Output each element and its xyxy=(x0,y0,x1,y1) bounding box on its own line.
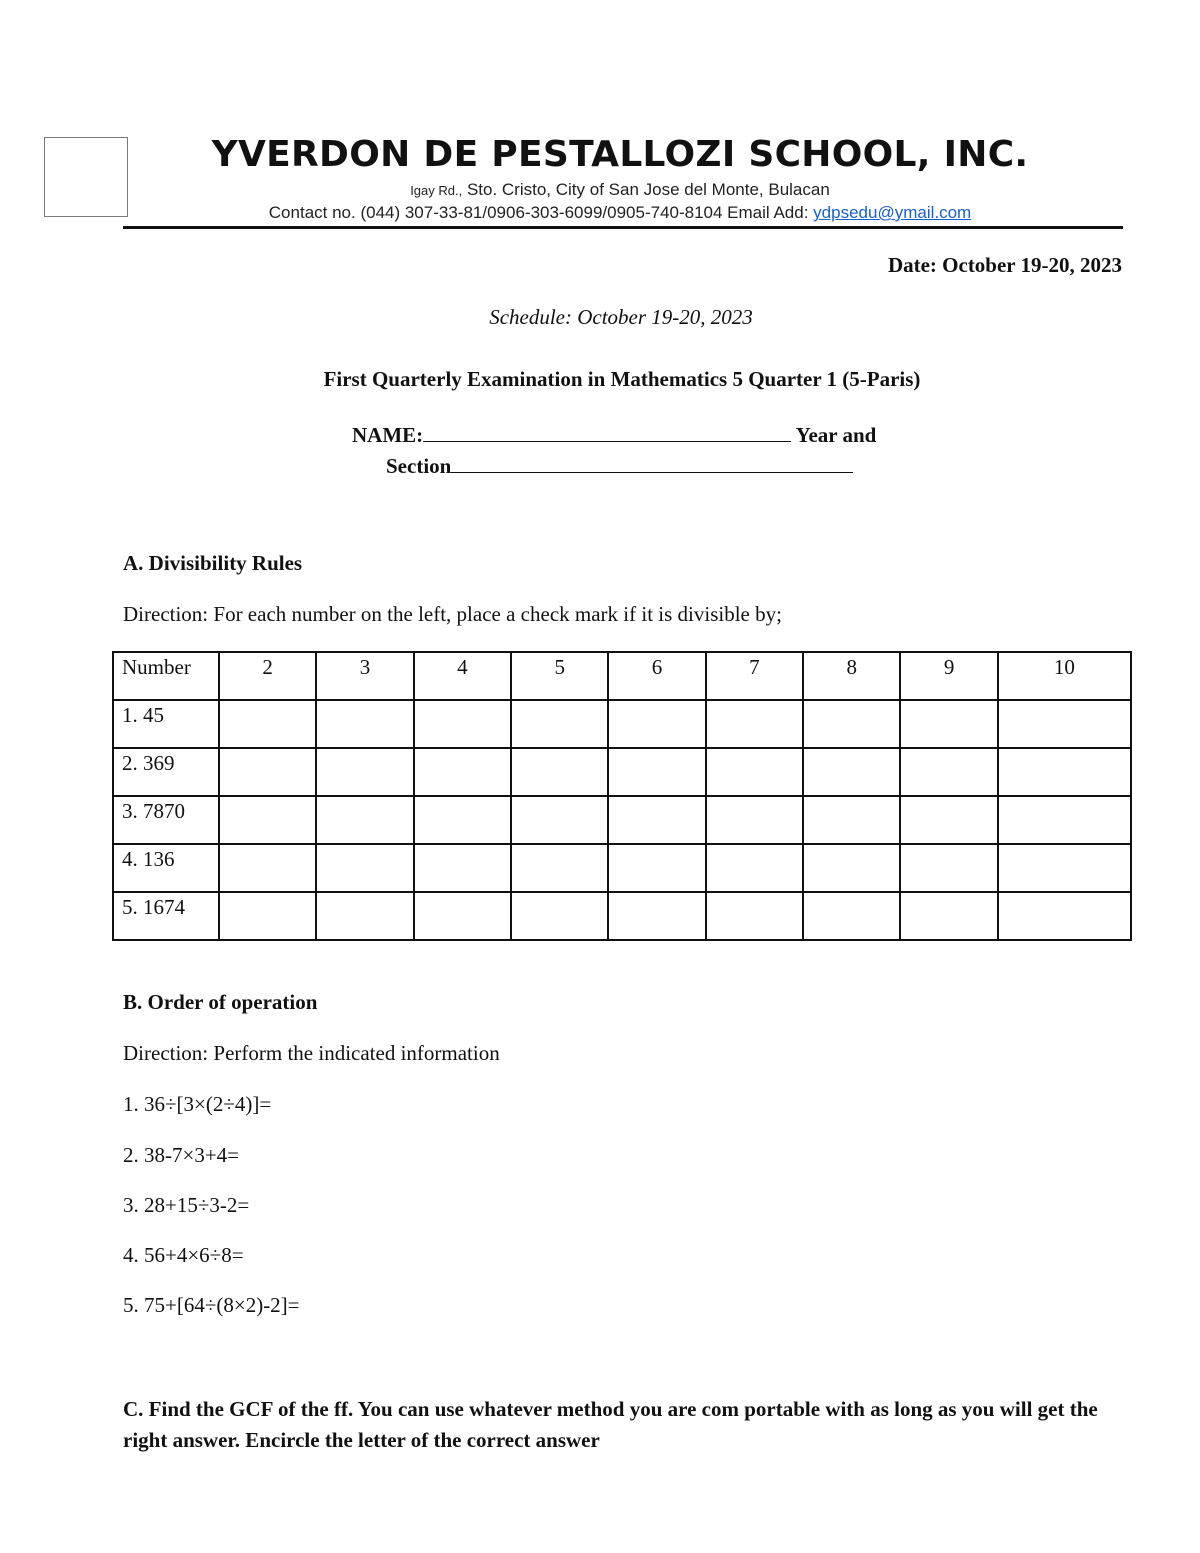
check-cell[interactable] xyxy=(316,844,413,892)
contact-numbers: Contact no. (044) 307-33-81/0906-303-6099/0905-740-8104 Email Add: xyxy=(268,203,814,222)
column-header-divisor: 9 xyxy=(900,652,997,700)
check-cell[interactable] xyxy=(316,700,413,748)
check-cell[interactable] xyxy=(414,844,511,892)
check-cell[interactable] xyxy=(608,844,705,892)
school-name: YVERDON DE PESTALLOZI SCHOOL, INC. xyxy=(211,134,1029,175)
address-city: Sto. Cristo, City of San Jose del Monte, Bulacan xyxy=(462,180,830,199)
check-cell[interactable] xyxy=(316,796,413,844)
check-cell[interactable] xyxy=(219,700,316,748)
check-cell[interactable] xyxy=(803,844,900,892)
check-cell[interactable] xyxy=(998,892,1131,940)
problem-item: 5. 75+[64÷(8×2)-2]= xyxy=(123,1293,300,1317)
check-cell[interactable] xyxy=(511,844,608,892)
column-header-divisor: 10 xyxy=(998,652,1131,700)
check-cell[interactable] xyxy=(803,892,900,940)
check-cell[interactable] xyxy=(414,796,511,844)
column-header-divisor: 5 xyxy=(511,652,608,700)
table-row xyxy=(113,892,1131,940)
check-cell[interactable] xyxy=(900,700,997,748)
section-label: Section xyxy=(386,454,452,478)
check-cell[interactable] xyxy=(511,796,608,844)
table-row xyxy=(113,700,1131,748)
email-link[interactable]: ydpsedu@ymail.com xyxy=(813,203,972,222)
check-cell[interactable] xyxy=(511,892,608,940)
row-number-cell: 4. 136 xyxy=(113,844,219,892)
check-cell[interactable] xyxy=(706,844,803,892)
check-cell[interactable] xyxy=(706,748,803,796)
problem-item: 2. 38-7×3+4= xyxy=(123,1143,240,1167)
table-row xyxy=(113,796,1131,844)
address-street: Igay Rd., xyxy=(410,183,463,198)
problem-item: 3. 28+15÷3-2= xyxy=(123,1193,250,1217)
check-cell[interactable] xyxy=(608,748,705,796)
exam-date: Date: October 19-20, 2023 xyxy=(887,253,1122,277)
check-cell[interactable] xyxy=(608,796,705,844)
column-header-divisor: 4 xyxy=(414,652,511,700)
check-cell[interactable] xyxy=(803,796,900,844)
name-line xyxy=(352,419,876,448)
table-row xyxy=(113,748,1131,796)
check-cell[interactable] xyxy=(219,892,316,940)
name-blank[interactable] xyxy=(423,419,791,442)
check-cell[interactable] xyxy=(316,748,413,796)
check-cell[interactable] xyxy=(706,796,803,844)
divisibility-table xyxy=(112,651,1132,941)
check-cell[interactable] xyxy=(998,796,1131,844)
check-cell[interactable] xyxy=(219,796,316,844)
name-label: NAME: xyxy=(352,423,424,447)
column-header-number: Number xyxy=(113,652,219,700)
row-number-cell: 2. 369 xyxy=(113,748,219,796)
section-c-heading: C. Find the GCF of the ff. You can use whatever method you are com portable with as long as you will get the right answer. Encircle the letter of the correct answer xyxy=(123,1397,1098,1452)
problem-item: 4. 56+4×6÷8= xyxy=(123,1243,244,1267)
column-header-divisor: 8 xyxy=(803,652,900,700)
check-cell[interactable] xyxy=(900,796,997,844)
check-cell[interactable] xyxy=(414,748,511,796)
section-b-direction: Direction: Perform the indicated information xyxy=(123,1041,500,1065)
check-cell[interactable] xyxy=(998,700,1131,748)
row-number-cell: 1. 45 xyxy=(113,700,219,748)
check-cell[interactable] xyxy=(219,748,316,796)
section-a-heading: A. Divisibility Rules xyxy=(123,551,303,575)
school-address xyxy=(120,180,1120,200)
year-label: Year and xyxy=(791,423,877,447)
row-number-cell: 3. 7870 xyxy=(113,796,219,844)
school-contact xyxy=(120,203,1120,223)
problem-item: 1. 36÷[3×(2÷4)]= xyxy=(123,1092,272,1116)
column-header-divisor: 6 xyxy=(608,652,705,700)
check-cell[interactable] xyxy=(998,844,1131,892)
check-cell[interactable] xyxy=(706,892,803,940)
row-number-cell: 5. 1674 xyxy=(113,892,219,940)
header-divider xyxy=(123,226,1123,229)
check-cell[interactable] xyxy=(900,748,997,796)
check-cell[interactable] xyxy=(219,844,316,892)
logo-placeholder xyxy=(44,137,128,217)
exam-title: First Quarterly Examination in Mathematics 5 Quarter 1 (5-Paris) xyxy=(323,367,921,391)
section-blank[interactable] xyxy=(451,450,853,473)
check-cell[interactable] xyxy=(900,844,997,892)
check-cell[interactable] xyxy=(900,892,997,940)
column-header-divisor: 3 xyxy=(316,652,413,700)
column-header-divisor: 7 xyxy=(706,652,803,700)
section-line xyxy=(386,450,853,479)
section-b-heading: B. Order of operation xyxy=(123,990,318,1014)
check-cell[interactable] xyxy=(608,892,705,940)
check-cell[interactable] xyxy=(608,700,705,748)
check-cell[interactable] xyxy=(414,700,511,748)
check-cell[interactable] xyxy=(511,748,608,796)
check-cell[interactable] xyxy=(511,700,608,748)
section-a-direction: Direction: For each number on the left, place a check mark if it is divisible by; xyxy=(123,602,782,626)
column-header-divisor: 2 xyxy=(219,652,316,700)
table-header-row xyxy=(113,652,1131,700)
check-cell[interactable] xyxy=(803,700,900,748)
exam-schedule: Schedule: October 19-20, 2023 xyxy=(489,305,753,329)
check-cell[interactable] xyxy=(706,700,803,748)
table-row xyxy=(113,844,1131,892)
check-cell[interactable] xyxy=(414,892,511,940)
check-cell[interactable] xyxy=(998,748,1131,796)
check-cell[interactable] xyxy=(316,892,413,940)
check-cell[interactable] xyxy=(803,748,900,796)
